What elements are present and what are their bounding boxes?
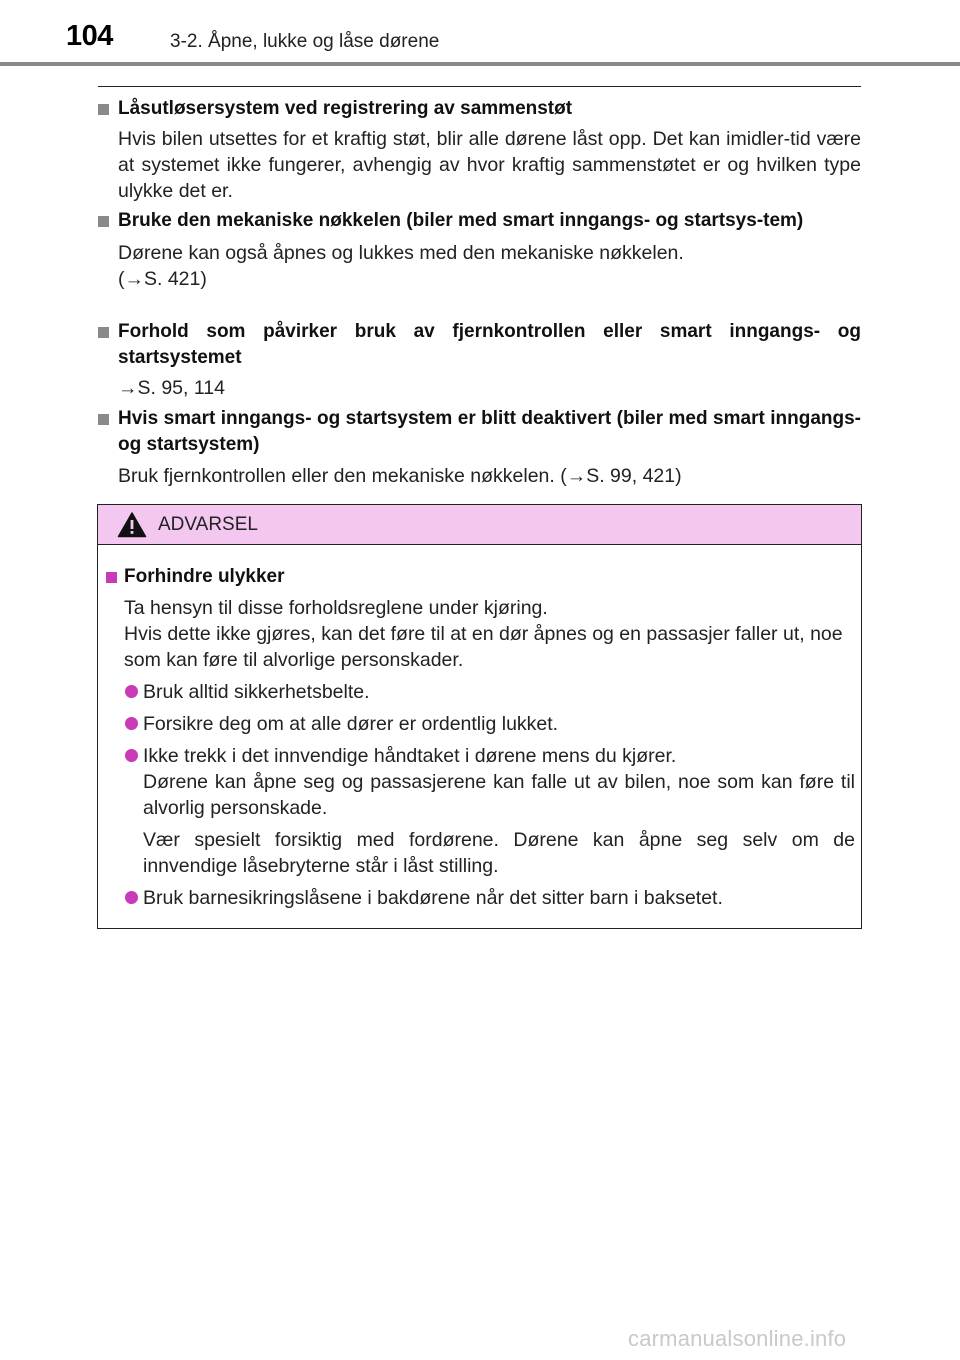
- section-body: Dørene kan også åpnes og lukkes med den mekaniske nøkkelen. (→S. 421): [98, 240, 861, 292]
- section-title: Forhold som påvirker bruk av fjernkontrollen eller smart inngangs- og startsystemet: [98, 319, 861, 371]
- section-remote-conditions: [98, 319, 861, 401]
- list-item: Forsikre deg om at alle dører er ordentlig lukket.: [105, 711, 855, 737]
- page-number: 104: [66, 20, 113, 52]
- list-item: Bruk alltid sikkerhetsbelte.: [105, 679, 855, 705]
- section-title: Hvis smart inngangs- og startsystem er blitt deaktivert (biler med smart inngangs- og startsystem): [98, 406, 861, 458]
- section-title: Låsutløsersystem ved registrering av sammenstøt: [98, 96, 861, 122]
- square-bullet-icon: [98, 216, 109, 227]
- section-body: [98, 375, 861, 401]
- warning-intro: Ta hensyn til disse forholdsreglene under kjøring. Hvis dette ikke gjøres, kan det føre til at en dør åpnes og en passasjer faller ut, noe som kan føre til alvorlige personskader.: [124, 597, 843, 671]
- section-body: Hvis bilen utsettes for et kraftig støt, blir alle dørene låst opp. Det kan imidler-tid være at systemet ikke fungerer, avhengig av hvor kraftig sammenstøtet er og hvilken type ulykke det er.: [118, 128, 861, 202]
- warning-label: ADVARSEL: [158, 514, 258, 535]
- content-divider: [98, 86, 861, 87]
- round-bullet-icon: [125, 685, 138, 698]
- section-smart-deactivated: [98, 406, 861, 489]
- list-item: Bruk barnesikringslåsene i bakdørene når det sitter barn i baksetet.: [105, 885, 855, 911]
- square-bullet-icon: [106, 572, 117, 583]
- section-body: Bruk fjernkontrollen eller den mekaniske nøkkelen. (→S. 99, 421): [118, 465, 682, 487]
- chapter-title: 3-2. Åpne, lukke og låse dørene: [170, 31, 440, 52]
- page-reference[interactable]: (→S. 421): [118, 268, 207, 290]
- square-bullet-icon: [98, 414, 109, 425]
- section-mechanical-key: [98, 208, 861, 292]
- square-bullet-icon: [98, 104, 109, 115]
- round-bullet-icon: [125, 891, 138, 904]
- section-title: Bruke den mekaniske nøkkelen (biler med smart inngangs- og startsys-tem): [98, 208, 861, 234]
- header-divider: [0, 62, 960, 66]
- warning-header: [98, 505, 861, 545]
- warning-triangle-icon: [117, 511, 147, 538]
- round-bullet-icon: [125, 717, 138, 730]
- page-header: [0, 0, 960, 64]
- section-crash-unlock: [98, 96, 861, 204]
- watermark: carmanualsonline.info: [628, 1326, 847, 1351]
- square-bullet-icon: [98, 327, 109, 338]
- warning-title: Forhindre ulykker: [105, 564, 855, 590]
- page-reference[interactable]: →S. 95, 114: [118, 377, 225, 399]
- warning-content: [105, 564, 855, 911]
- warning-box: [97, 504, 862, 929]
- round-bullet-icon: [125, 749, 138, 762]
- list-item: Ikke trekk i det innvendige håndtaket i dørene mens du kjører. Dørene kan åpne seg og passasjerene kan falle ut av bilen, noe som kan føre til alvorlig personskade. Vær spesielt forsiktig med fordørene. Dørene kan åpne seg selv om de innvendige låsebryterne står i låst stilling.: [105, 743, 855, 879]
